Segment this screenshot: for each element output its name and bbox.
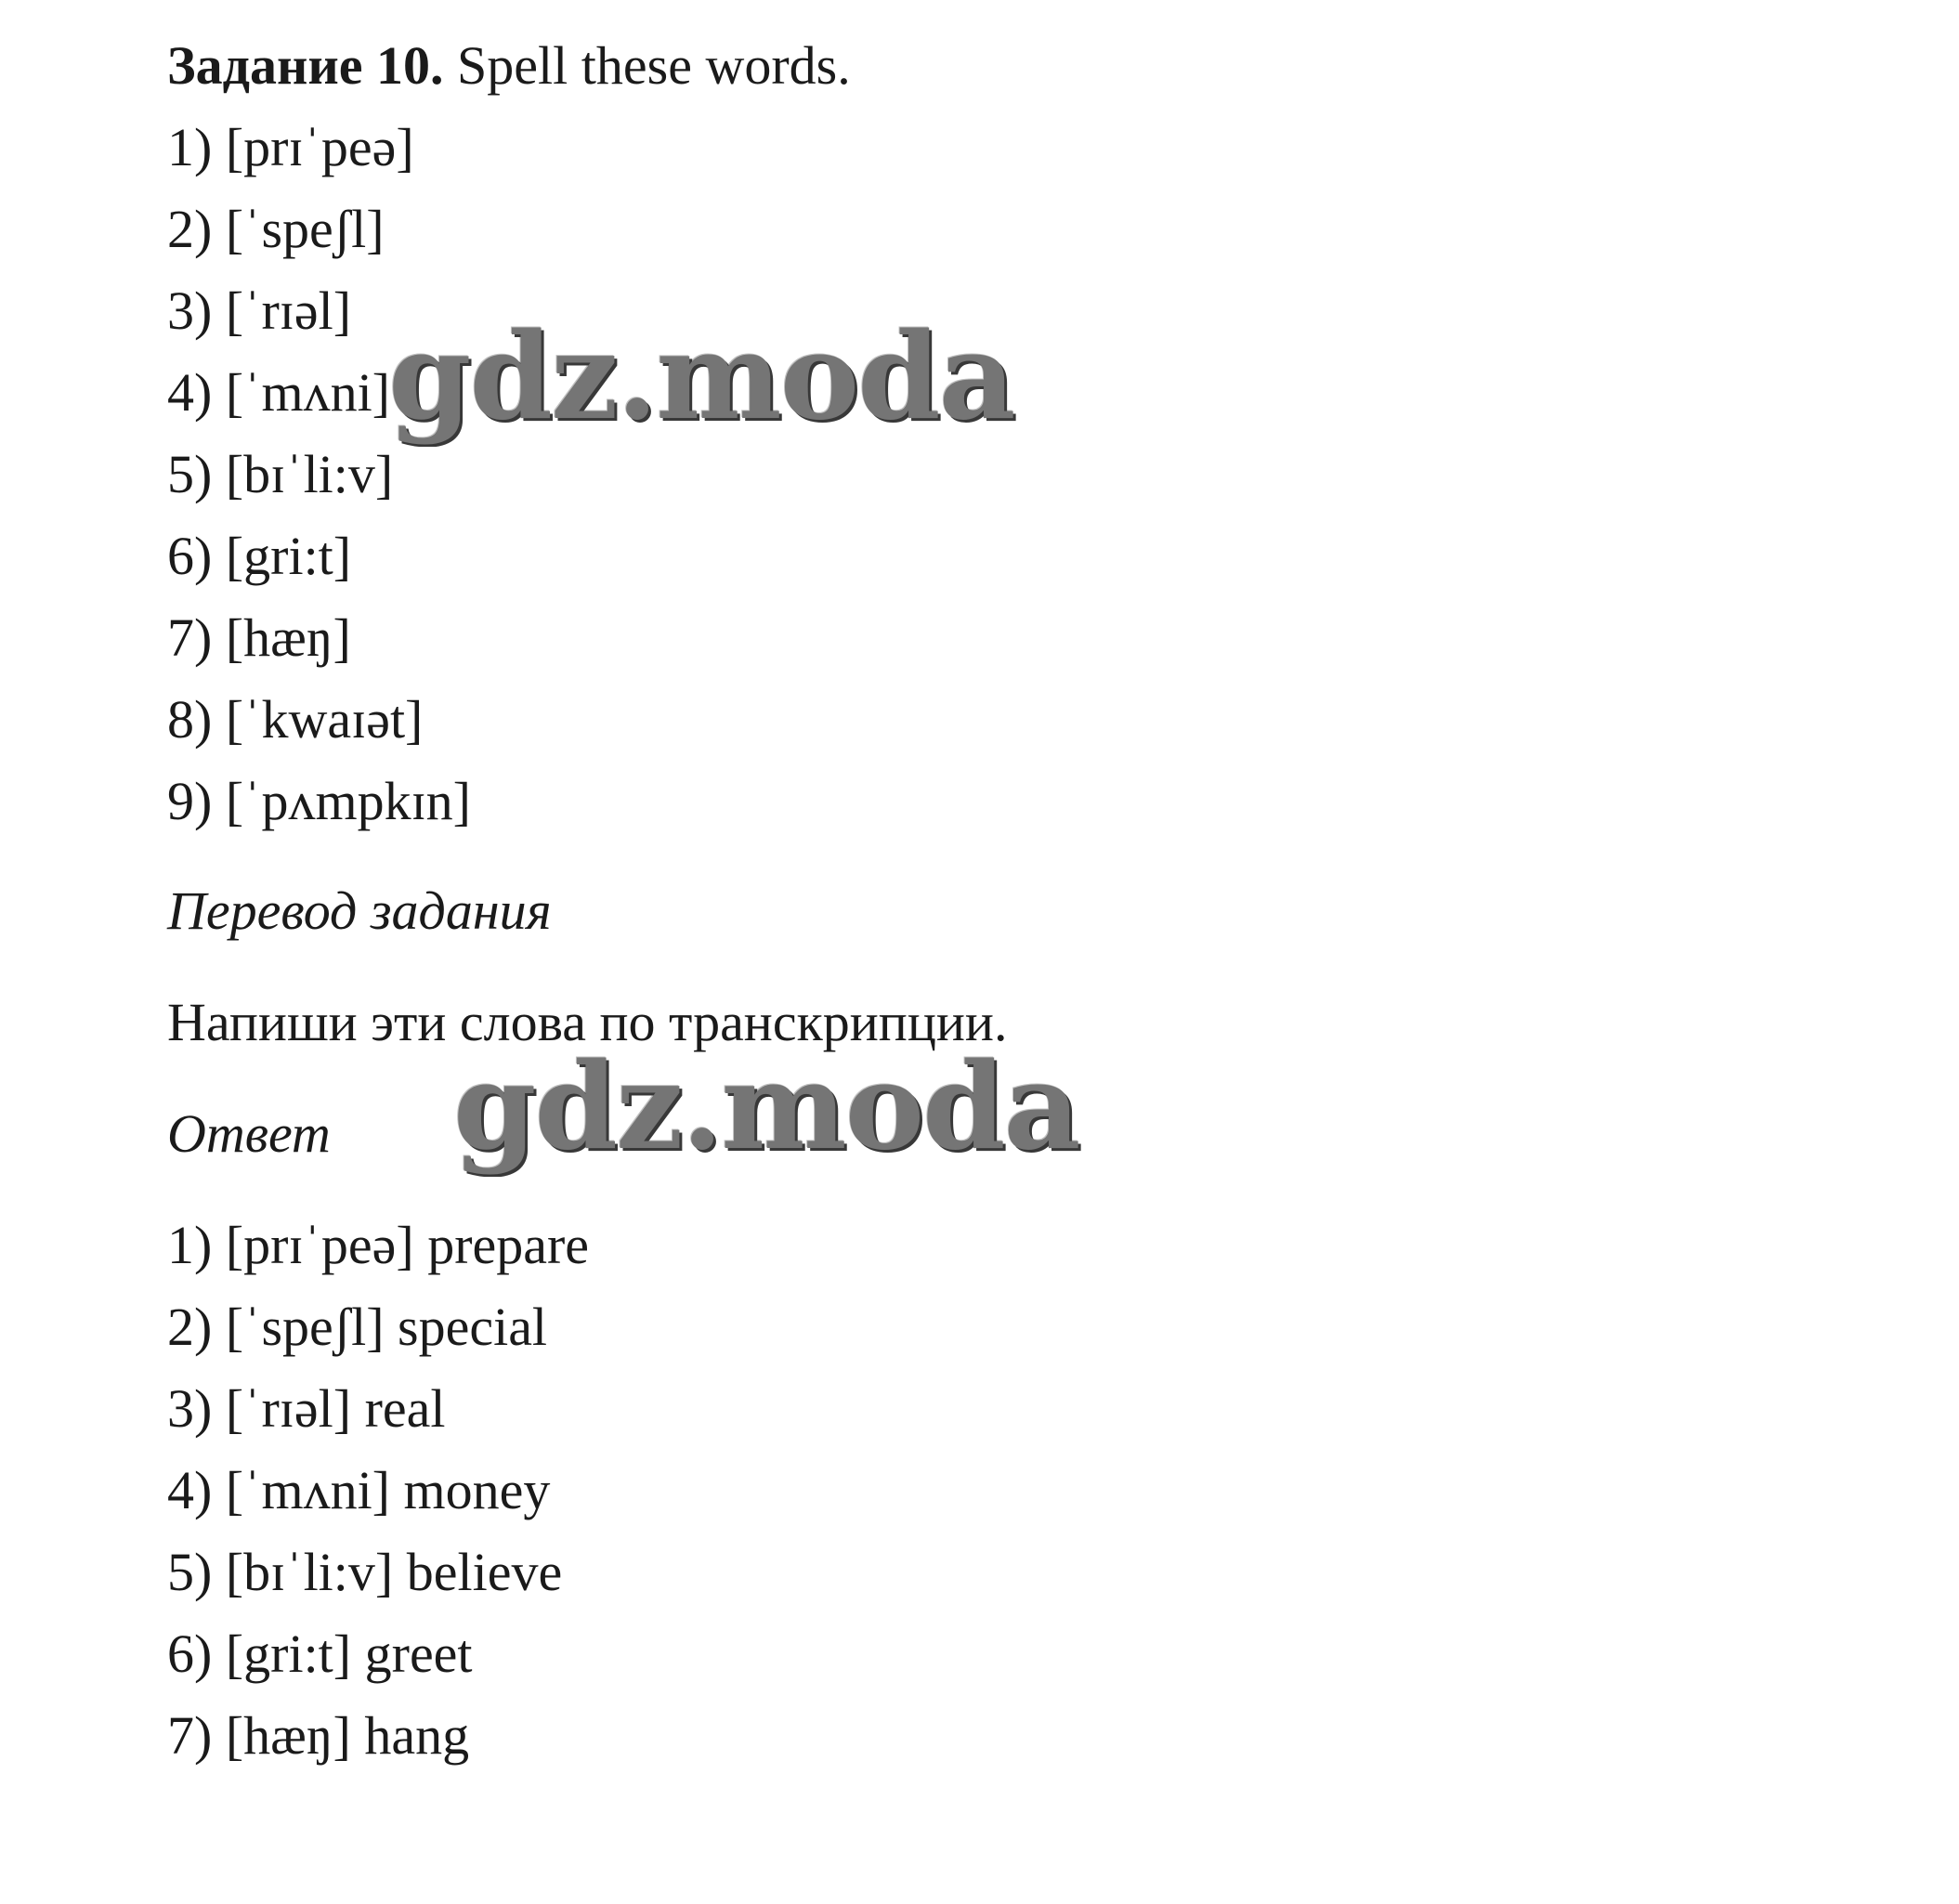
item-number: 7) [167,607,213,668]
answer-word: special [398,1297,548,1357]
item-transcription: [ˈrɪəl] [225,280,352,341]
answer-word: believe [406,1542,563,1602]
watermark-logo: gdz.moda [453,1037,1079,1177]
item-number: 2) [167,1297,213,1357]
item-number: 3) [167,280,213,341]
item-number: 6) [167,526,213,586]
exercise-item [167,607,351,668]
item-transcription: [bɪˈli:v] [225,444,394,504]
item-transcription: [ˈkwaɪət] [225,689,424,750]
item-transcription: [ˈspeʃl] [225,199,385,259]
item-transcription: [ˈpʌmpkɪn] [225,771,471,831]
answer-item [167,1297,548,1357]
answer-item [167,1378,446,1439]
item-transcription: [bɪˈli:v] [225,1542,394,1602]
item-transcription: [gri:t] [225,526,352,586]
exercise-item [167,689,424,750]
answer-word: real [364,1378,446,1439]
exercise-item [167,280,352,341]
exercise-item [167,444,394,504]
answer-word: money [403,1460,551,1520]
item-number: 1) [167,1215,213,1275]
item-transcription: [gri:t] [225,1624,352,1684]
item-transcription: [hæŋ] [225,607,351,668]
watermark-logo: gdz.moda [388,307,1014,447]
item-number: 4) [167,362,213,423]
item-transcription: [ˈrɪəl] [225,1378,352,1439]
answer-heading: Ответ [167,1103,331,1164]
task-title [167,35,851,96]
answer-item [167,1624,473,1684]
item-number: 9) [167,771,213,831]
item-number: 8) [167,689,213,750]
item-number: 6) [167,1624,213,1684]
item-number: 7) [167,1705,213,1766]
item-transcription: [ˈmʌni] [225,362,390,423]
item-transcription: [hæŋ] [225,1705,351,1766]
item-transcription: [ˈmʌni] [225,1460,390,1520]
answer-item [167,1542,563,1602]
item-number: 1) [167,117,213,177]
answer-item [167,1215,590,1275]
exercise-item [167,362,390,423]
answer-item [167,1705,470,1766]
translation-text: Напиши эти слова по транскрипции. [167,992,1008,1052]
exercise-item [167,199,385,259]
item-number: 3) [167,1378,213,1439]
item-number: 2) [167,199,213,259]
answer-word: prepare [427,1215,590,1275]
exercise-item [167,526,352,586]
exercise-item [167,117,414,177]
item-number: 5) [167,444,213,504]
item-transcription: [ˈspeʃl] [225,1297,385,1357]
item-transcription: [prɪˈpeə] [225,1215,414,1275]
answer-word: greet [364,1624,473,1684]
exercise-item [167,771,471,831]
translation-heading: Перевод задания [167,880,552,941]
item-number: 4) [167,1460,213,1520]
item-transcription: [prɪˈpeə] [225,117,414,177]
answer-word: hang [364,1705,470,1766]
task-title-bold: Задание 10. [167,35,444,96]
answer-item [167,1460,551,1520]
item-number: 5) [167,1542,213,1602]
task-title-rest: Spell these words. [443,35,851,96]
